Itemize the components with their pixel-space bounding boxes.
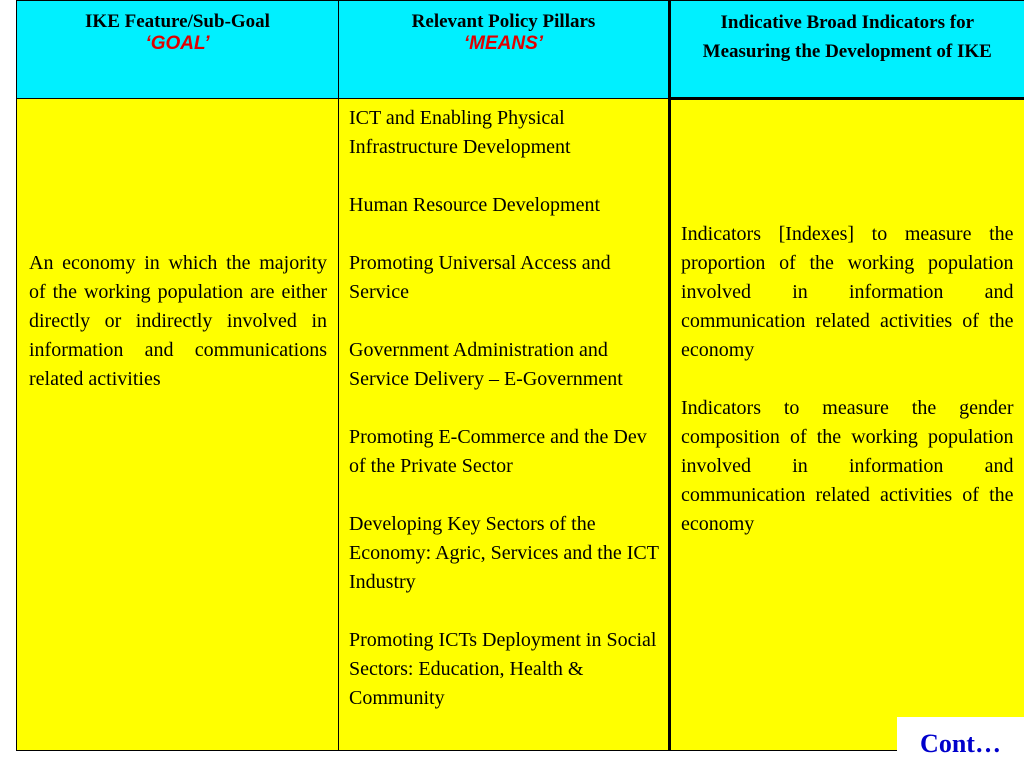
indicators-list — [671, 100, 1024, 539]
header-goal-title: IKE Feature/Sub-Goal — [17, 1, 338, 33]
continuation-label[interactable]: Cont… — [897, 717, 1024, 768]
header-means-title: Relevant Policy Pillars — [339, 1, 668, 33]
pillar-item: ICT and Enabling Physical Infrastructure Development — [349, 104, 664, 162]
pillars-list — [339, 99, 668, 713]
pillar-item: Human Resource Development — [349, 191, 664, 220]
pillar-item: Developing Key Sectors of the Economy: Agric, Services and the ICT Industry — [349, 510, 664, 597]
ike-table — [16, 0, 1024, 751]
header-cell-indicators — [670, 1, 1024, 99]
goal-cell — [17, 99, 339, 751]
indicators-cell — [670, 99, 1024, 751]
pillar-item: Promoting E-Commerce and the Dev of the Private Sector — [349, 423, 664, 481]
header-row — [17, 1, 1024, 99]
pillars-cell — [339, 99, 670, 751]
pillar-item: Government Administration and Service Delivery – E-Government — [349, 336, 664, 394]
indicator-item: Indicators to measure the gender composition of the working population involved in information and communication related activities of the economy — [681, 394, 1014, 539]
goal-text: An economy in which the majority of the working population are either directly or indirectly involved in information and communications related activities — [17, 249, 338, 394]
body-row — [17, 99, 1024, 751]
header-indicators-title: Indicative Broad Indicators for Measuring the Development of IKE — [671, 1, 1024, 66]
pillar-item: Promoting ICTs Deployment in Social Sectors: Education, Health & Community — [349, 626, 664, 713]
header-means-subtitle: ‘MEANS’ — [339, 33, 668, 55]
pillar-item: Promoting Universal Access and Service — [349, 249, 664, 307]
indicator-item: Indicators [Indexes] to measure the proportion of the working population involved in information and communication related activities of the economy — [681, 220, 1014, 365]
header-goal-subtitle: ‘GOAL’ — [17, 33, 338, 55]
header-cell-goal — [17, 1, 339, 99]
header-cell-means — [339, 1, 670, 99]
